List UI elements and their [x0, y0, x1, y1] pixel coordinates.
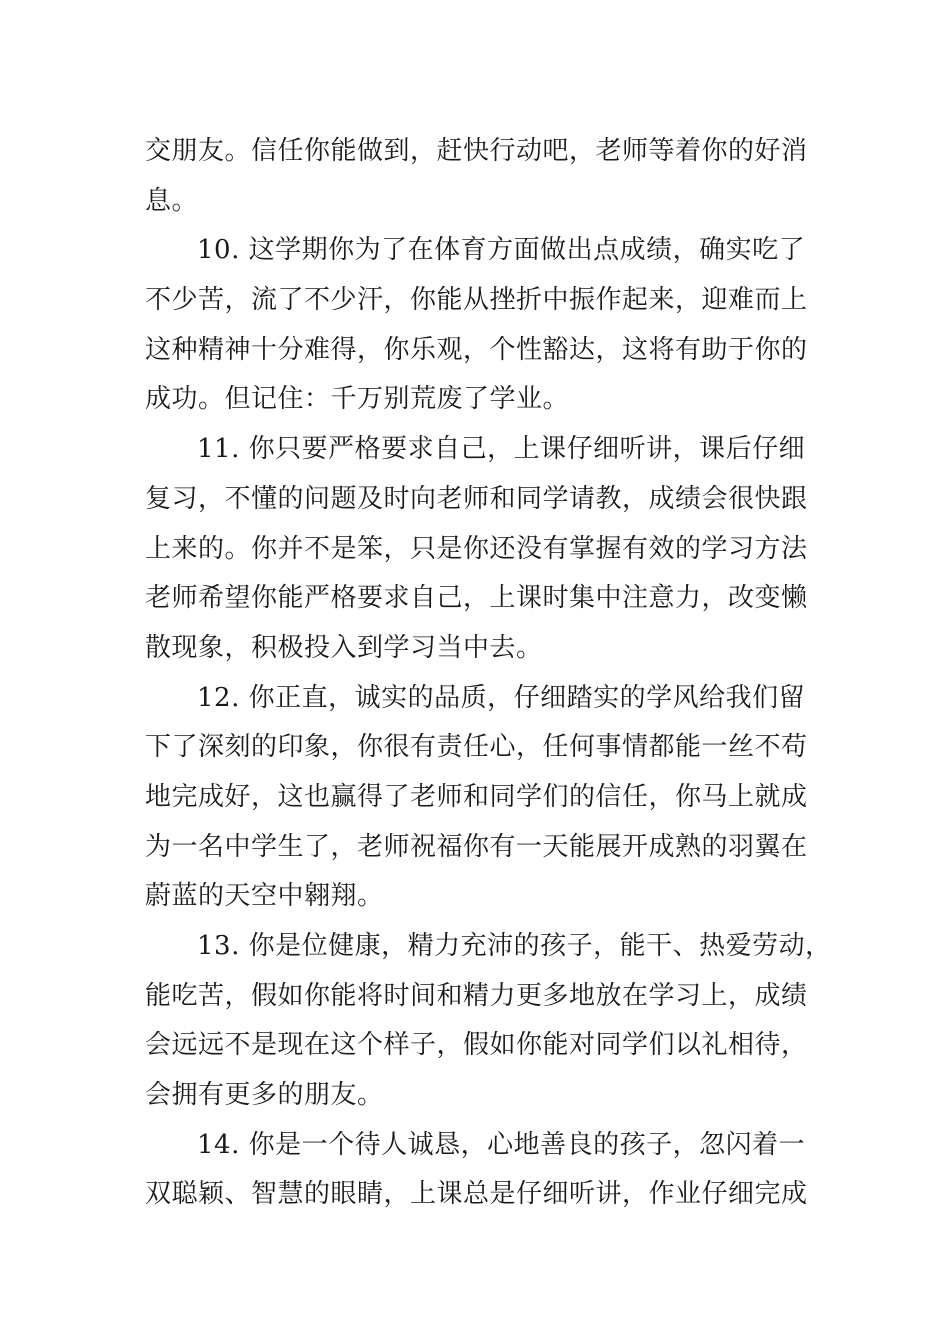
text-line: 复习，不懂的问题及时向老师和同学请教，成绩会很快跟: [145, 483, 808, 514]
paragraph-start-line: 14. 你是一个待人诚恳，心地善良的孩子，忽闪着一: [197, 1129, 806, 1160]
text-line: 能吃苦，假如你能将时间和精力更多地放在学习上，成绩: [145, 980, 808, 1011]
text-line: 上来的。你并不是笨，只是你还没有掌握有效的学习方法: [145, 533, 808, 564]
text-line: 蔚蓝的天空中翱翔。: [145, 881, 384, 912]
text-line: 会远远不是现在这个样子，假如你能对同学们以礼相待，: [145, 1030, 808, 1061]
text-line: 不少苦，流了不少汗，你能从挫折中振作起来，迎难而上: [145, 285, 808, 316]
paragraph-start-line: 12. 你正直，诚实的品质，仔细踏实的学风给我们留: [197, 682, 806, 713]
text-line: 地完成好，这也赢得了老师和同学们的信任，你马上就成: [145, 781, 808, 812]
paragraph-start-line: 11. 你只要严格要求自己，上课仔细听讲，课后仔细: [197, 434, 806, 465]
text-line: 老师希望你能严格要求自己，上课时集中注意力，改变懒: [145, 583, 808, 614]
text-line: 这种精神十分难得，你乐观，个性豁达，这将有助于你的: [145, 334, 808, 365]
paragraph-start-line: 10. 这学期你为了在体育方面做出点成绩，确实吃了: [197, 235, 806, 266]
paragraph-start-line: 13. 你是位健康，精力充沛的孩子，能干、热爱劳动，: [197, 931, 832, 961]
text-line: 为一名中学生了，老师祝福你有一天能展开成熟的羽翼在: [145, 831, 808, 862]
text-line: 息。: [145, 185, 199, 216]
text-line: 会拥有更多的朋友。: [145, 1080, 384, 1111]
text-line: 双聪颖、智慧的眼睛，上课总是仔细听讲，作业仔细完成: [145, 1179, 808, 1210]
text-line: 下了深刻的印象，你很有责任心，任何事情都能一丝不苟: [145, 732, 808, 763]
text-line: 散现象，积极投入到学习当中去。: [145, 632, 543, 663]
text-line: 交朋友。信任你能做到，赶快行动吧，老师等着你的好消: [145, 136, 808, 166]
text-line: 成功。但记住：千万别荒废了学业。: [145, 384, 570, 415]
document-body: [145, 127, 832, 1220]
